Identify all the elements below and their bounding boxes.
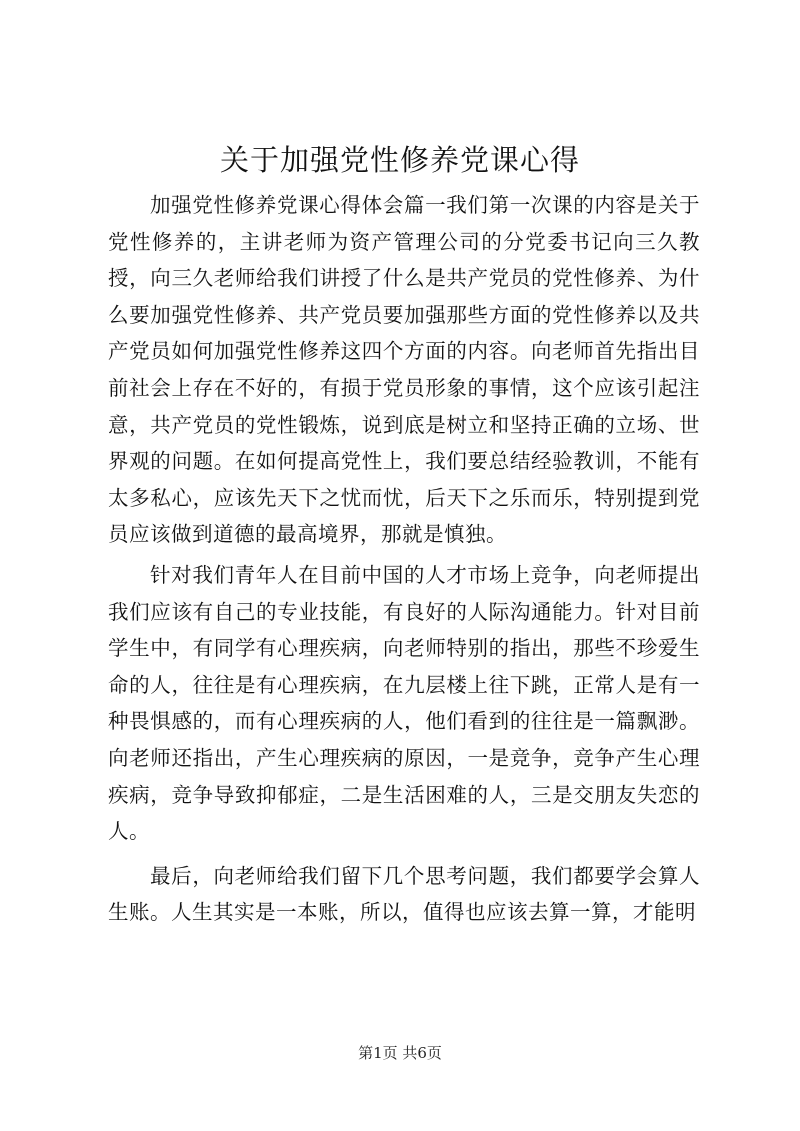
paragraph-1: 加强党性修养党课心得体会篇一我们第一次课的内容是关于党性修养的，主讲老师为资产管理公司的分党委书记向三久教授，向三久老师给我们讲授了什么是共产党员的党性修养、为什么要加强党性修养、共产党员要加强那些方面的党性修养以及共产党员如何加强党性修养这四个方面的内容。向老师首先指出目前社会上存在不好的，有损于党员形象的事情，这个应该引起注意，共产党员的党性锻炼，说到底是树立和坚持正确的立场、世界观的问题。在如何提高党性上，我们要总结经验教训，不能有太多私心，应该先天下之忧而忧，后天下之乐而乐，特别提到党员应该做到道德的最高境界，那就是慎独。 xyxy=(108,193,700,547)
document-title: 关于加强党性修养党课心得 xyxy=(219,143,580,177)
paragraph-3: 最后，向老师给我们留下几个思考问题，我们都要学会算人生账。人生其实是一本账，所以，值得也应该去算一算，才能明 xyxy=(108,863,700,925)
page-number-footer: 第1页 共6页 xyxy=(358,1044,442,1062)
paragraph-2: 针对我们青年人在目前中国的人才市场上竞争，向老师提出我们应该有自己的专业技能，有良好的人际沟通能力。针对目前学生中，有同学有心理疾病，向老师特别的指出，那些不珍爱生命的人，往往是有心理疾病，在九层楼上往下跳，正常人是有一种畏惧感的，而有心理疾病的人，他们看到的往往是一篇飘渺。向老师还指出，产生心理疾病的原因，一是竞争，竞争产生心理疾病，竞争导致抑郁症，二是生活困难的人，三是交朋友失恋的人。 xyxy=(108,562,700,844)
document-body xyxy=(108,187,700,931)
